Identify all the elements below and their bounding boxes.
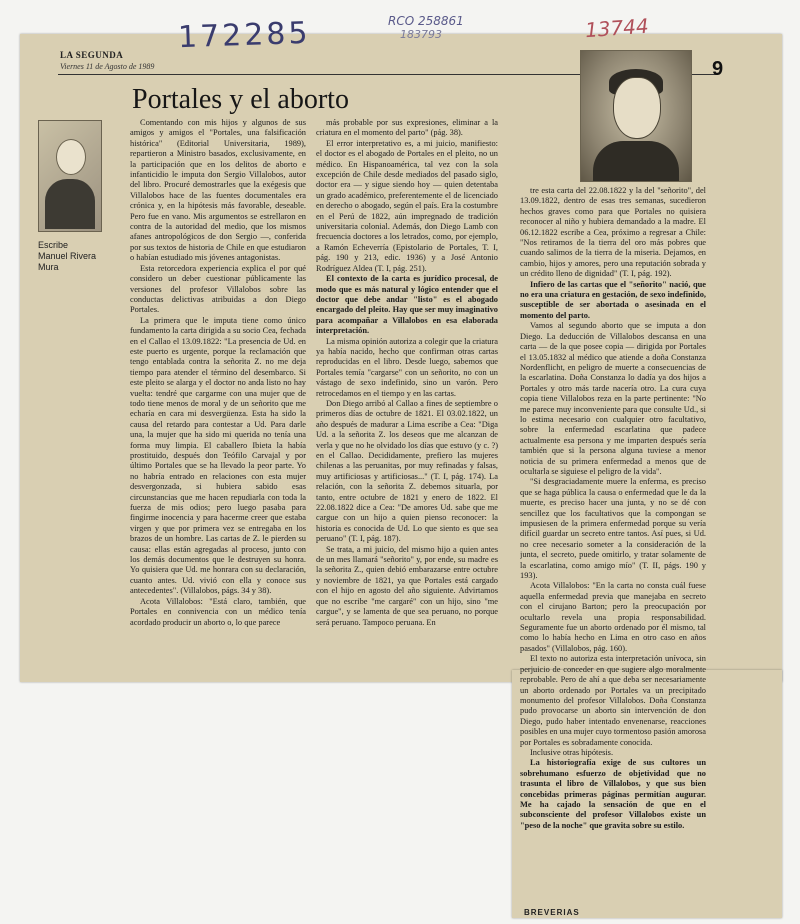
portales-portrait [580, 50, 692, 182]
article-column-2 [316, 118, 498, 678]
newspaper-date: Viernes 11 de Agosto de 1989 [60, 62, 155, 71]
article-column-1 [130, 118, 306, 678]
col1-paragraph: Esta retorcedora experiencia explica el por qué considero un deber cuestionar públicamente las versiones del profesor Villalobos sobre las conductas delictivas atribuidas a don Diego Portales. [130, 263, 306, 315]
handwritten-number: 172285 [177, 15, 312, 56]
col3-paragraph: El texto no autoriza esta interpretación unívoca, sin perjuicio de conceder en que sugiere algo moralmente reprobable. Pero de ahí a que deba ser necesariamente un aborto ordenado por Portales va un precipitado monumento del profesor Villalobos. Doña Constanza pudo provocarse un aborto sin intervención de don Diego, pudo haber intentado envenenarse, reacciones posibles en una mujer cuyo tormentoso pasión amorosa por Portales es sobradamente conocida. [520, 654, 706, 747]
col3-paragraph: Inclusive otras hipótesis. [530, 747, 614, 757]
col3-paragraph: Vamos al segundo aborto que se imputa a don Diego. La deducción de Villalobos descansa en una carta — de la que posee copia — dirigida por Portales el 13.05.1832 al médico que atiende a doña Constanza Nordenflicht, en peligro de muerte a consecuencias de la escarlatina. Doña Constanza lo dadía ya dos hijos a Portales y otro más tarde nacería otro. La cura cuya copia tiene Villalobos reza en la parte pertinente: "No me parece muy inconveniente para que consulte Ud., si lo estima necesario con cualquier otro facultativo, sobre la enfermedad escarlatina que padece actualmente esa persona y me imparten después sería también que si la persona alguna tuviese a menor noticia de su primera enfermedad a menos que de ocultarla se siguiese el peligro de la vida". [520, 321, 706, 476]
archive-code: RCO 258861 [388, 14, 464, 28]
col3-paragraph: La historiografía exige de sus cultores un sobrehumano esfuerzo de objetividad que no trasunta el libro de Villalobos, y que sus bien concebidas primeras páginas permitían augurar. Me ha cajado la sensación de que en el subconsciente del profesor Villalobos existe un "peso de la noche" que gravita sobre su estilo. [520, 758, 706, 830]
author-suit [45, 179, 95, 229]
page-number: 9 [712, 58, 724, 80]
portrait-face [613, 77, 661, 139]
col2-paragraph: Se trata, a mi juicio, del mismo hijo a quien antes de un mes llamará "señorito" y, por ende, su madre es la señorita Z., quien debió embarazarse entre octubre y noviembre de 1821, ya que Portales está cargado con el hijo en agosto del año siguiente. Advirtamos que no escribe "me cargaré" con un hijo, sino "me cargue", y se lamenta de que sea peruano, no porque será peruano. Tampoco peruana. En [316, 544, 498, 627]
article-column-3 [520, 186, 706, 912]
col2-paragraph: La misma opinión autoriza a colegir que la criatura ya había nacido, hecho que confirman otras cartas reproducidas en el libro. Desde luego, sabemos que Portales temía "cargarse" con un señorito, no con un vástago de sexo indefinido, sino un varón. Pero retrocedamos en el tiempo y en las cartas. [316, 336, 498, 398]
author-face [56, 139, 86, 175]
col2-paragraph: El contexto de la carta es jurídico procesal, de modo que es más natural y lógico entender que el doctor que debe andar "listo" es el abogado encargado del pleito. Hay que ser muy imaginativo para acompañar a Villalobos en esa elaborada interpretación. [316, 274, 498, 336]
author-photo [38, 120, 102, 232]
portrait-coat [593, 141, 679, 182]
section-footer-label: BREVERIAS [524, 908, 580, 917]
archive-code-secondary: 183793 [400, 28, 442, 41]
col2-paragraph: Don Diego arribó al Callao a fines de septiembre o primeros días de octubre de 1821. El 03.02.1822, un año después de madurar a Lima escribe a Cea: "Diga Ud. a la señorita Z. los deseos que me alcanzan de verla y que no he olvidado los días que estuvo (y c. ?) en el Callao. Decididamente, prefiero las mujeres chilenas a las peruanitas, por muy refinadas y falsas, muy artificiosas y artificiosas..." (T. I, pág. 174). La relación, con la señorita Z. debemos situarla, por tanto, entre octubre de 1821 y enero de 1822. El 22.08.1822 dice a Cea: "De amores Ud. sabe que me cargue con un hijo a quien pienso reconocer: la historia es conocida de Ud. Lo que siento es que sea peruano" (T. I, pág. 187). [316, 398, 498, 544]
col1-paragraph: Comentando con mis hijos y algunos de sus amigos y amigos el "Portales, una falsificación histórica" (Editorial Universitaria, 1989), repartieron a Ministro basados, exclusivamente, en la participación que en los delitos de aborto e infanticidio le imputa don Sergio Villalobos, autor del libro. Procuré demostrarles que la exégesis que Villalobos hace de las fuentes documentales era crónica y, en la hipótesis más favorable, deseable. Pero fue en vano. Mis argumentos se estrellaron en contra de la autoridad del medio, que los mismos afanes antropológicos de don Sergio —, conferida por sus textos de historia de Chile en que estudiaron o habían estudiado mis jóvenes antagonistas. [130, 118, 306, 263]
byline-label: Escribe [38, 240, 69, 250]
col2-paragraph: El error interpretativo es, a mi juicio, manifiesto: el doctor es el abogado de Portales en el pleito, no un médico. En Hispanoamérica, tal vez con la sola excepción de Chile desde mediados del pasado siglo, doctor era — y sigue siendo hoy — quien detentaba un grado académico, preferentemente el de licenciado en derecho o abogado, según el país. Era la costumbre en el Perú de 1822, aún impregnado de tradición universitaria colonial. Además, don Diego Lamb con frecuencia doctores a los letrados, como, por ejemplo, a Ramón Echeverría (Epistolario de Portales, T. I, pág. 190 y 213, edic. 1936) y a José Antonio Rodríguez Aldea (T. I, pág. 251). [316, 138, 498, 273]
article-headline: Portales y el aborto [132, 84, 349, 115]
newspaper-masthead: LA SEGUNDA [60, 50, 124, 60]
col3-paragraph: tre esta carta del 22.08.1822 y la del "señorito", del 13.09.1822, dentro de esas tres semanas, sucedieron hechos graves como para que Portales no quisiera reconocer al niño y hubiera demandado a la madre. El 06.12.1822 escribe a Cea, próximo a regresar a Chile: "Nos retiramos de la tierra del oro más pobres que cuando salimos de la tierra de la miseria. Dejamos, en cambio, hijos y amores, pero una reputación sobrada y un crédito lleno de dignidad" (T. I, pág. 192). [520, 186, 706, 279]
col2-paragraph: más probable por sus expresiones, eliminar a la criatura en el momento del parto" (pág. 38). [316, 118, 498, 138]
col3-paragraph: Acota Villalobos: "En la carta no consta cuál fuese aquella enfermedad previa que manejaba en secreto con el cirujano Barton; pero la preocupación por ocultarlo revela una propia responsabilidad. Seguramente fue un aborto ordenado por él mismo, tal como lo había hecho en Lima en otro caso en años pasados" (Villalobos, pág. 160). [520, 581, 706, 653]
col3-paragraph: "Si desgraciadamente muere la enferma, es preciso que se haga pública la causa o enfermedad que le da la muerte, es preciso hacer una junta, y no se dé con sencillez que los facultativos que la compongan se impusiesen de la primera enfermedad porque su vería difícil guardar un secreto entre tantos. Así pues, si Ud. no cree necesario someter a la consideración de la junta, el secreto, puede omitirlo, y tratar solamente de la escarlatina, como amigo mío" (T. II, págs. 190 y 193). [520, 477, 706, 581]
handwritten-ref: 13744 [584, 13, 650, 43]
byline [38, 240, 108, 273]
col3-paragraph: Infiero de las cartas que el "señorito" nació, que no era una criatura en gestación, de sexo indefinido, susceptible de ser abortada o asesinada en el momento del parto. [520, 279, 706, 320]
byline-author: Manuel Rivera Mura [38, 251, 97, 272]
col1-paragraph: La primera que le imputa tiene como único fundamento la carta dirigida a su socio Cea, fechada en el Callao el 13.09.1822: "La presencia de Ud. en este puerto es urgente, porque la reclamación que tengo entablada contra la señorita Z. no me deja tiempo para atender el término del desembarco. Si este pleito se alarga y el doctor no anda listo no hay vuelta: tendré que cargarme con una mujer que de todo tiene menos de moral y de un señorito que me echaría en cara mi desvergüenza. Esta ha sido la causa del retardo para contestar a Ud. Para darle una, la mujer que ha sido mi querida no tenía una forma muy limpia. El caballero Ibieta la había prostituido, después don Teófilo Carvajal y por último Portales que se ha llevado la peor parte. Yo no habría entrado en relaciones con esta mujer desvergonzada, si hubiera sabido esas circunstancias que me hacen repudiarla con toda la fuerza de mis odios; pero luego pasaba para fingirme inocencia y para hacerme creer que estaba virgen y que por primera vez se entregaba en los brazos de un hombre. Las cartas de Z. le pierden su causa: ellas están agregadas al proceso, junto con los demás documentos que le destruyen su honra. Yo quisiera que Ud. me honrara con su declaración, cuanto antes. Ud. vivió con ella y conoce sus antecedentes". (Villalobos, págs. 34 y 38). [130, 315, 306, 596]
col1-paragraph: Acota Villalobos: "Está claro, también, que Portales en connivencia con un médico tenía acordado producir un aborto o, lo que parece [130, 596, 306, 627]
